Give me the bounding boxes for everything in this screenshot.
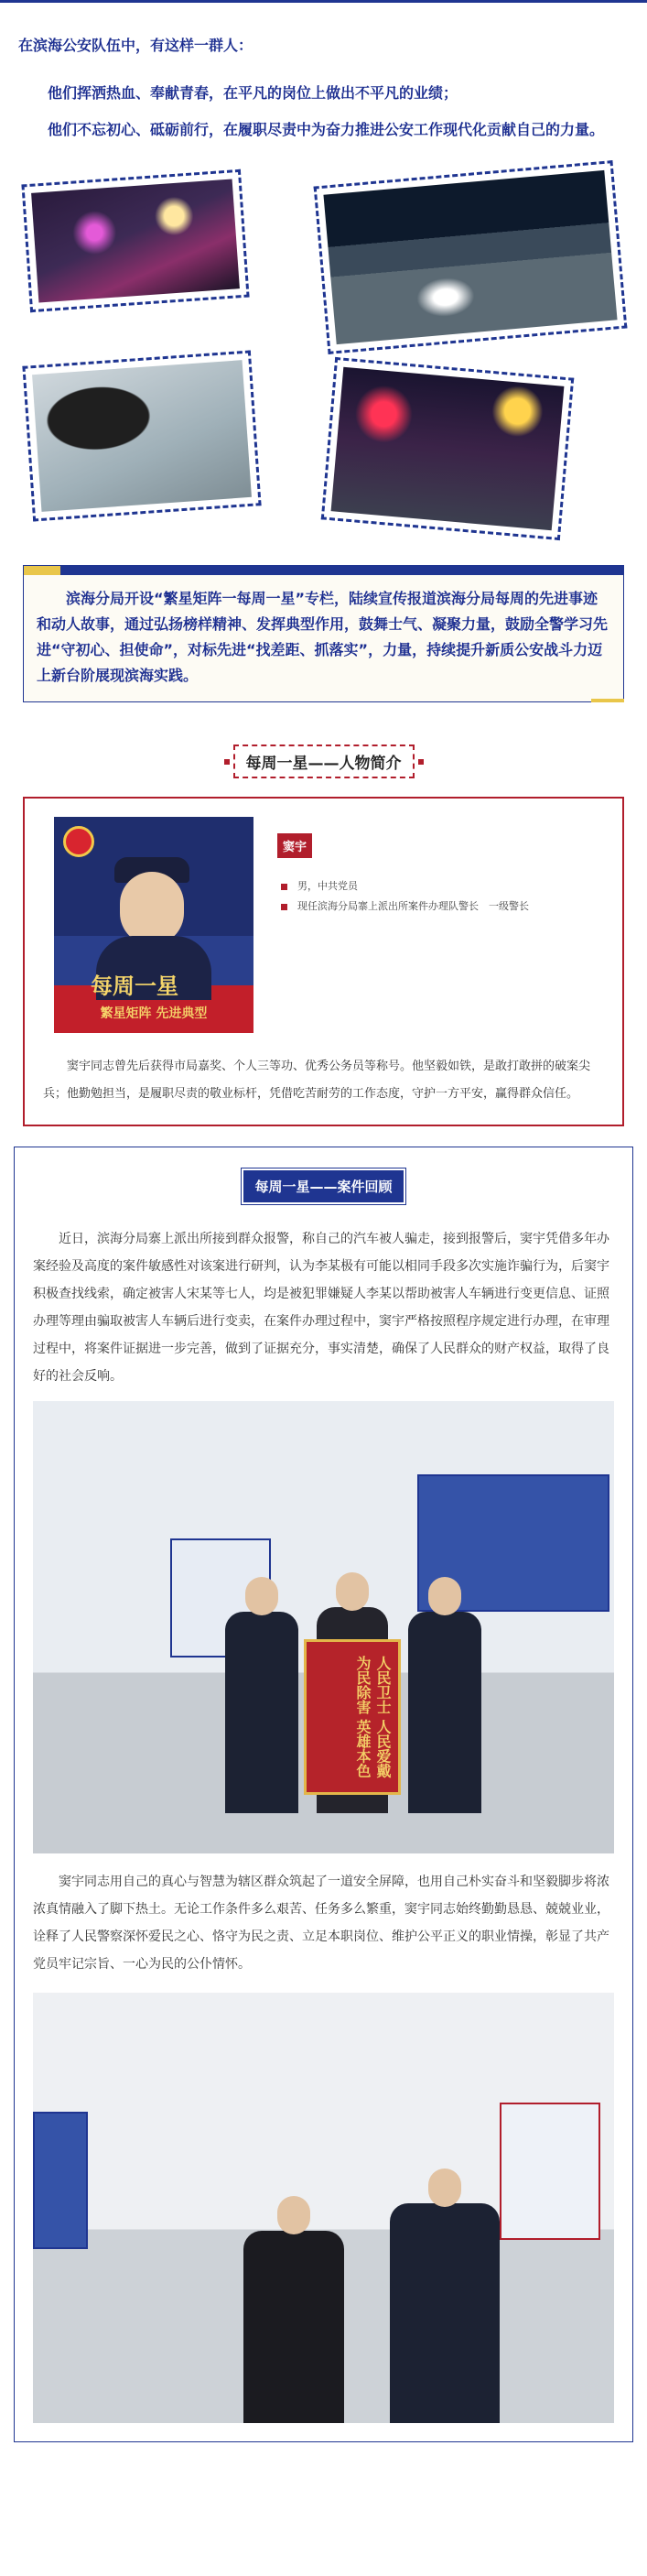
wall-display-board <box>33 2112 88 2249</box>
banner-text: 滨海分局开设“繁星矩阵一每周一星”专栏，陆续宣传报道滨海分局每周的先进事迹和动人故事，通过弘扬榜样精神、发挥典型作用，鼓舞士气、凝聚力量，鼓励全警学习先进“守初心、担使命”，对标先进“找差距、抓落实”，力量，持续提升新质公安战斗力迈上新台阶展现滨海实践。 <box>24 575 623 701</box>
poster-slogan: 繁星矩阵 先进典型 <box>100 1006 208 1021</box>
pennant-banner: 人民卫士 人民爱戴 为民除害 英雄本色 <box>304 1639 401 1795</box>
profile-description: 窦宇同志曾先后获得市局嘉奖、个人三等功、优秀公务员等称号。他坚毅如铁，是敢打敢拼的破案尖兵；他勤勉担当，是履职尽责的敬业标杆，凭借吃苦耐劳的工作态度，守护一方平安，赢得群众信任。 <box>43 1060 591 1101</box>
bio-item: 现任滨海分局寨上派出所案件办理队警长 一级警长 <box>277 897 529 917</box>
photo-collage <box>0 166 647 550</box>
profile-section-title: 每周一星——人物简介 <box>233 745 415 778</box>
profile-bio <box>277 817 529 1033</box>
case-section-title: 每周一星——案件回顾 <box>243 1170 403 1202</box>
column-intro-banner <box>23 565 624 702</box>
bio-list <box>277 876 529 917</box>
intro-line-1: 他们挥洒热血、奉献青春，在平凡的岗位上做出不平凡的业绩； <box>48 84 458 102</box>
poster-mark: 每周一星 <box>91 973 178 999</box>
returning-item-photo <box>33 1993 614 2423</box>
police-officer-figure <box>225 1612 298 1813</box>
case-paragraph-1: 近日，滨海分局寨上派出所接到群众报警，称自己的汽车被人骗走，接到报警后，窦宇凭借多年办案经验及高度的案件敏感性对该案进行研判，认为李某极有可能以相同手段多次实施诈骗行为，后窦宇积极查找线索，确定被害人宋某等七人，均是被犯罪嫌疑人李某以帮助被害人车辆进行变更信息、证照办理等理由骗取被害人车辆后进行变卖，在案件办理过程中，窦宇严格按照程序规定进行办理，在审理过程中，将案件证据进一步完善，做到了证据充分，事实清楚，确保了人民群众的财产权益，取得了良好的社会反响。 <box>33 1232 609 1384</box>
case-review-section <box>14 1147 633 2442</box>
police-officer-night-photo <box>21 169 249 312</box>
intro-section <box>0 3 647 144</box>
wall-notice-poster <box>500 2103 600 2240</box>
citizen-figure <box>243 2231 344 2423</box>
police-officer-figure <box>408 1612 481 1813</box>
officer-poster <box>54 817 253 1033</box>
officer-with-umbrella-photo <box>22 350 261 521</box>
intro-line-2: 他们不忘初心、砥砺前行，在履职尽责中为奋力推进公安工作现代化贡献自己的力量。 <box>48 121 605 138</box>
police-badge-icon <box>63 826 94 857</box>
profile-card <box>23 797 624 1126</box>
banner-corner-accent <box>591 699 624 702</box>
case-paragraph-2: 窦宇同志用自己的真心与智慧为辖区群众筑起了一道安全屏障，也用自己朴实奋斗和坚毅脚步将浓浓真情融入了脚下热土。无论工作条件多么艰苦、任务多么繁重，窦宇同志始终勤勤恳恳、兢兢业业，诠释了人民警察深怀爱民之心、恪守为民之责、立足本职岗位、维护公平正义的职业情操，彰显了共产党员牢记宗旨、一心为民的公仆情怀。 <box>33 1875 609 1972</box>
night-road-traffic-photo <box>314 160 628 354</box>
intro-heading: 在滨海公安队伍中，有这样一群人： <box>18 37 253 54</box>
case-heading-wrap <box>33 1168 614 1205</box>
bio-item: 男，中共党员 <box>277 876 529 897</box>
police-officer-figure <box>390 2203 500 2423</box>
profile-heading-wrap <box>0 745 647 778</box>
traffic-officer-night-photo <box>321 357 575 540</box>
award-ceremony-photo <box>33 1401 614 1853</box>
banner-top-bar <box>24 566 623 575</box>
officer-name-tag: 窦宇 <box>277 833 312 858</box>
